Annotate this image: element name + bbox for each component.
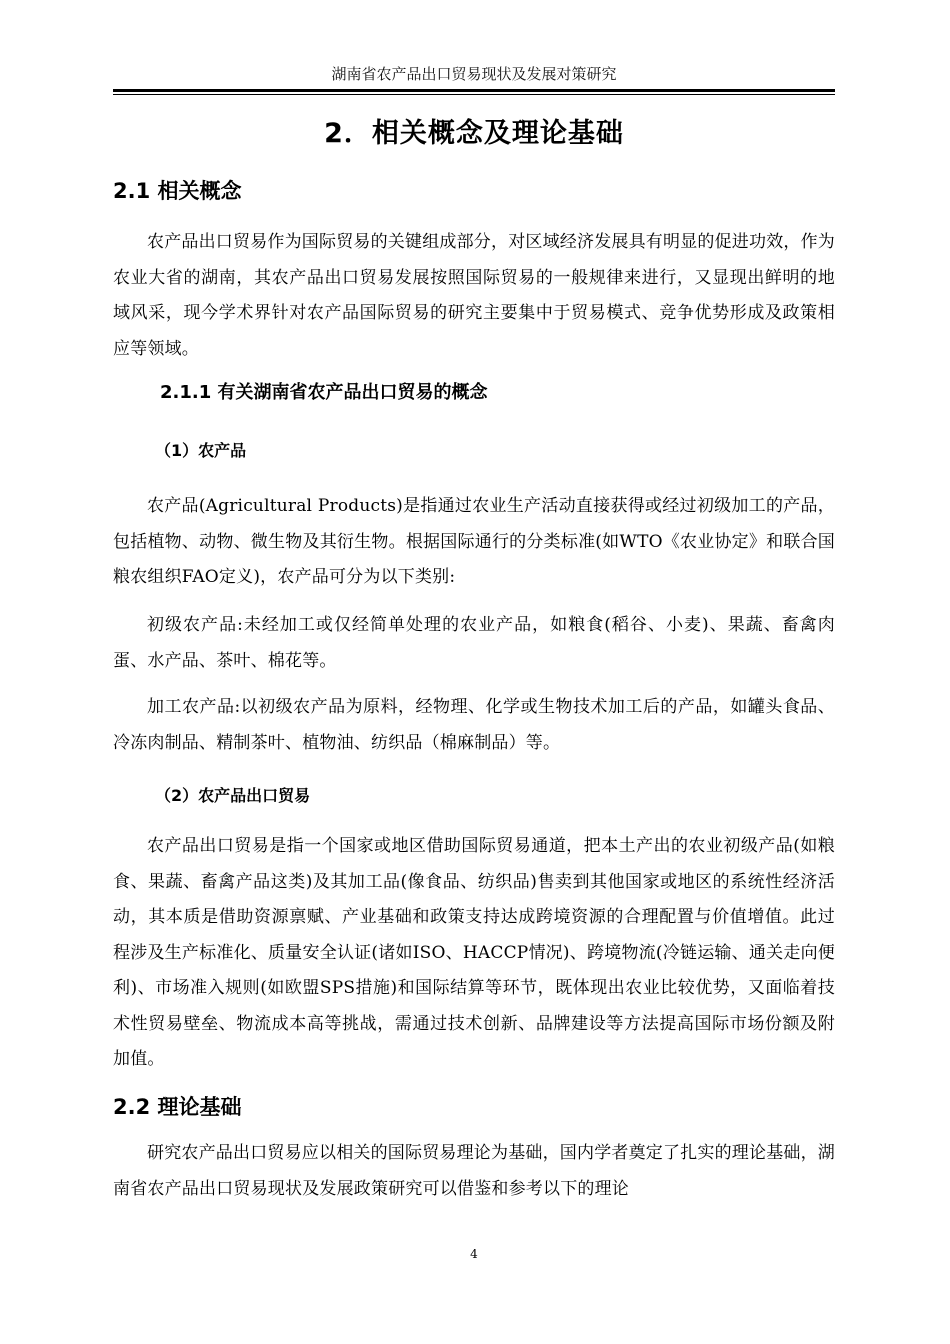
section-2-1-intro-paragraph: 农产品出口贸易作为国际贸易的关键组成部分，对区域经济发展具有明显的促进功效，作为农业大省的湖南，其农产品出口贸易发展按照国际贸易的一般规律来进行，又显现出鲜明的地域风采，现今学术界针对农产品国际贸易的研究主要集中于贸易模式、竞争优势形成及政策相应等领域。 <box>113 232 835 359</box>
agricultural-products-definition-paragraph: 农产品(Agricultural Products)是指通过农业生产活动直接获得或经过初级加工的产品，包括植物、动物、微生物及其衍生物。根据国际通行的分类标准(如WTO《农业协定》和联合国粮农组织FAO定义)，农产品可分为以下类别: <box>113 496 835 587</box>
page-number: 4 <box>470 1247 478 1261</box>
subsection-title-2-1-1: 2.1.1 有关湖南省农产品出口贸易的概念 <box>160 382 488 403</box>
header-rule-thin <box>113 94 835 95</box>
section-title-2-2: 2.2 理论基础 <box>113 1095 242 1119</box>
running-header: 湖南省农产品出口贸易现状及发展对策研究 <box>331 65 617 83</box>
section-2-2-intro-paragraph: 研究农产品出口贸易应以相关的国际贸易理论为基础，国内学者奠定了扎实的理论基础，湖南省农产品出口贸易现状及发展政策研究可以借鉴和参考以下的理论 <box>113 1143 835 1199</box>
item-title-agricultural-products: （1）农产品 <box>155 441 247 460</box>
chapter-title: 2．相关概念及理论基础 <box>324 118 624 149</box>
item-title-export-trade: （2）农产品出口贸易 <box>155 786 311 805</box>
export-trade-definition-paragraph: 农产品出口贸易是指一个国家或地区借助国际贸易通道，把本土产出的农业初级产品(如粮食、果蔬、畜禽产品这类)及其加工品(像食品、纺织品)售卖到其他国家或地区的系统性经济活动，其本质是借助资源禀赋、产业基础和政策支持达成跨境资源的合理配置与价值增值。此过程涉及生产标准化、质量安全认证(诸如ISO、HACCP情况)、跨境物流(冷链运输、通关走向便利)、市场准入规则(如欧盟SPS措施)和国际结算等环节，既体现出农业比较优势，又面临着技术性贸易壁垒、物流成本高等挑战，需通过技术创新、品牌建设等方法提高国际市场份额及附加值。 <box>113 836 835 1069</box>
primary-products-paragraph: 初级农产品:未经加工或仅经简单处理的农业产品，如粮食(稻谷、小麦)、果蔬、畜禽肉蛋、水产品、茶叶、棉花等。 <box>113 615 835 671</box>
processed-products-paragraph: 加工农产品:以初级农产品为原料，经物理、化学或生物技术加工后的产品，如罐头食品、冷冻肉制品、精制茶叶、植物油、纺织品（棉麻制品）等。 <box>113 697 835 753</box>
header-rule-thick <box>113 89 835 92</box>
section-title-2-1: 2.1 相关概念 <box>113 179 242 203</box>
